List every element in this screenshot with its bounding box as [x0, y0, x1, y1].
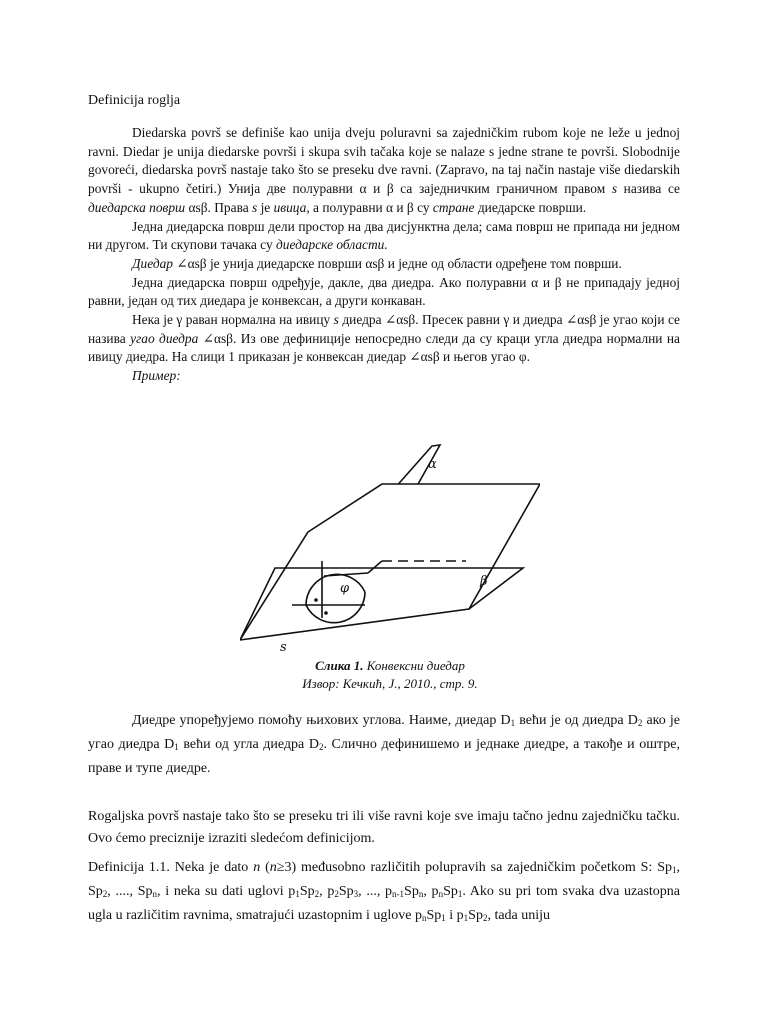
text-run: . Ako su pri tom svaka dva uzastopna ugla u različitim ravnima, smatrajući uzastopnim i uglove p — [88, 884, 681, 923]
paragraph-two-dihedra: Једна диедарска површ одређује, дакле, два диедра. Ако полуравни α и β не припадају једној равни, један од тих диедара је конвексан, а други конкаван. — [88, 274, 680, 309]
text-run: s — [333, 312, 339, 328]
text-run: , i neka su dati uglovi p — [157, 884, 296, 899]
subscript: 1 — [672, 865, 677, 875]
text-run: ≥3) međusobno različitih polupravih sa zajedničkim početkom S: Sp — [276, 860, 672, 875]
page-title: Definicija roglja — [88, 93, 181, 108]
subscript: 2 — [102, 889, 108, 899]
caption-text: Конвексни диедар — [363, 658, 465, 673]
text-run: . Слично дефинишемо и једнаке диедре, а такође и оштре, праве и тупе диедре. — [88, 737, 680, 776]
subscript: 2 — [482, 913, 488, 923]
subscript: n — [152, 889, 158, 899]
text-run: ∠αsβ. Из ове дефиниције непосредно следи да су краци угла диедра нормални на ивицу диедра. На слици 1 приказан је конвексан диедар ∠αsβ и његов угао φ. — [88, 330, 680, 365]
comparison-paragraph — [88, 710, 680, 780]
term: Диедар — [132, 255, 173, 271]
text-run: диедарске површи. — [474, 199, 587, 215]
subscript: 2 — [314, 889, 320, 899]
text-run: а полуравни α и β су — [309, 199, 433, 215]
subscript: 1 — [457, 889, 463, 899]
text-run: Sp — [338, 884, 354, 899]
paragraph-dihedral-angle — [88, 311, 680, 367]
text-run: ∠αsβ је унија диедарске површи αsβ и једне од области одређене том површи. — [173, 255, 622, 271]
figure-caption — [240, 658, 540, 674]
dot-mark — [324, 611, 328, 615]
text-run: ( — [260, 860, 270, 875]
text-run: већи од угла диедра D — [178, 737, 319, 752]
subscript: 2 — [637, 718, 643, 728]
subscript: 1 — [510, 718, 516, 728]
text-run: s — [611, 181, 618, 197]
term: угао диедра — [130, 330, 199, 346]
text-run: αsβ. Права — [185, 199, 253, 215]
text-run: , ..., p — [358, 884, 393, 899]
text-run: Sp — [404, 884, 419, 899]
label-s: s — [280, 640, 287, 655]
text-run: i p — [445, 908, 464, 923]
label-alpha: α — [428, 457, 437, 472]
subscript: 1 — [174, 742, 179, 752]
term: стране — [432, 199, 475, 215]
text-run: , tada uniju — [487, 908, 551, 923]
dot-mark — [314, 598, 318, 602]
paragraph-definition-1-1 — [88, 857, 680, 929]
paragraph-rogalj: Rogaljska površ nastaje tako što se preseku tri ili više ravni koje sve imaju tačno jednu zajedničku tačku. Ovo ćemo preciznije izraziti sledećom definicijom. — [88, 809, 680, 846]
text-run: већи је од диедра D — [515, 713, 638, 728]
term: диедарска површ — [88, 199, 186, 215]
caption-number: Слика 1. — [315, 658, 364, 673]
text-run: s — [252, 199, 258, 215]
paragraph-dihedron — [88, 255, 680, 274]
subscript: 3 — [353, 889, 359, 899]
text-run: n — [269, 860, 277, 875]
text-run: Diedarska površ se definiše kao unija dveju poluravni sa zajedničkim rubom koje ne leže u jednoj ravni. Diedar je unija diedarske površi i skupa svih tačaka koje se nalaze s jedne strane te površi. Slobodnije govoreći, diedarska površ nastaje tako što se preseku dve ravni. (Zapravo, na taj način nastaje više diedarskih površi - ukupno četiri.) Унија две полуравни α и β са заједничким граничном правом — [88, 125, 680, 197]
rogalj-paragraph — [88, 806, 680, 850]
text-run: Sp — [468, 908, 483, 923]
text-run: , ...., Sp — [107, 884, 153, 899]
text-run: , p — [319, 884, 335, 899]
label-phi: φ — [340, 581, 350, 596]
subscript: 1 — [441, 913, 446, 923]
text-run: Sp — [299, 884, 315, 899]
text-run: диедра ∠αsβ. Пресек равни γ и диедра ∠αsβ је угао који се назива — [88, 312, 681, 346]
definition-paragraph — [88, 857, 680, 929]
text-run: , Sp — [88, 860, 680, 899]
subscript: 1 — [295, 889, 300, 899]
text-run: Sp — [426, 908, 442, 923]
paragraph-dihedral-definition — [88, 124, 680, 218]
subscript: n — [438, 889, 444, 899]
text-run: Definicija 1.1. Neka je dato — [88, 860, 254, 875]
text-run: ако је угао диедра D — [88, 713, 680, 752]
text-run: је — [257, 199, 274, 215]
example-label: Пример: — [132, 368, 181, 384]
text-run: Диедре упоређујемо помоћу њихових углова. Наиме, диедар D — [132, 713, 511, 728]
text-run: Једна диедарска површ дели простор на два дисјунктна дела; сама површ не припада ни једном ни другом. Ти скупови тачака су — [88, 218, 680, 253]
subscript: n-1 — [392, 889, 405, 899]
text-run: назива се — [617, 181, 680, 197]
term: диедарске области. — [276, 237, 388, 253]
paragraph-comparison — [88, 710, 680, 780]
plane-alpha — [240, 484, 540, 640]
term: ивица, — [273, 199, 310, 215]
text-run: Нека је γ раван нормална на ивицу — [132, 312, 334, 328]
figure-source: Извор: Кечкић, J., 2010., стр. 9. — [302, 676, 478, 691]
subscript: n — [421, 913, 427, 923]
text-run: , p — [423, 884, 439, 899]
dihedral-section — [88, 124, 680, 386]
subscript: 1 — [463, 913, 469, 923]
text-run: n — [253, 860, 261, 875]
subscript: 2 — [334, 889, 339, 899]
subscript: 2 — [318, 742, 324, 752]
paragraph-dihedral-regions — [88, 218, 680, 255]
subscript: n — [418, 889, 424, 899]
dihedral-figure — [240, 440, 540, 660]
text-run: Sp — [443, 884, 458, 899]
label-beta: β — [480, 574, 488, 589]
